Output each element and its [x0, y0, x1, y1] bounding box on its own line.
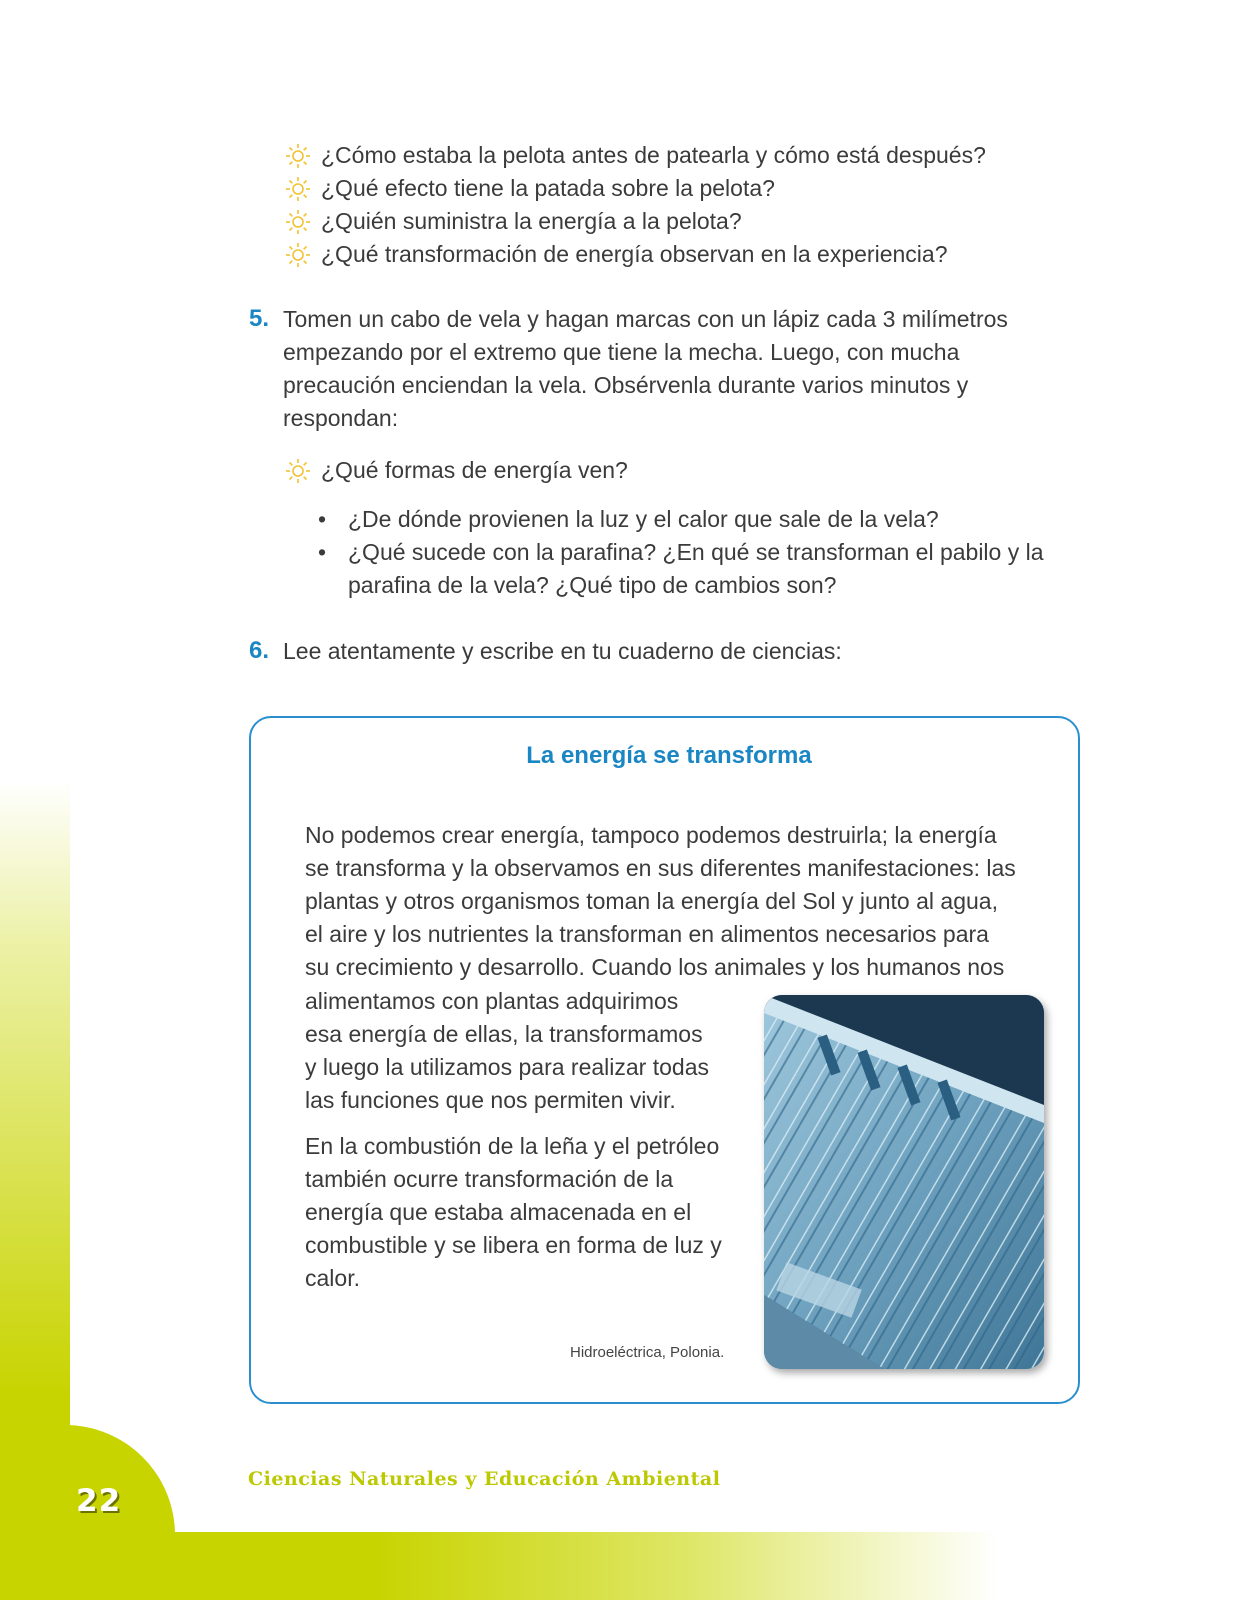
item-5-number: 5.	[249, 305, 270, 332]
item-6-text: Lee atentamente y escribe en tu cuaderno de ciencias:	[283, 638, 842, 664]
text-line: parafina de la vela? ¿Qué tipo de cambios son?	[348, 572, 837, 598]
bottom-decoration	[0, 1532, 1248, 1600]
text-line: En la combustión de la leña y el petróleo	[305, 1133, 720, 1159]
item-5-text	[283, 303, 1083, 435]
text-line: se transforma y la observamos en sus diferentes manifestaciones: las	[305, 855, 1016, 881]
page-number: 22	[76, 1483, 122, 1519]
text-line: empezando por el extremo que tiene la mecha. Luego, con mucha	[283, 339, 960, 365]
bullet-list	[318, 503, 1078, 602]
sun-icon	[285, 242, 311, 268]
bullet-item	[318, 503, 1078, 536]
text-line: respondan:	[283, 405, 399, 431]
text-line: ¿De dónde provienen la luz y el calor que sale de la vela?	[348, 506, 939, 532]
question-text: ¿Cómo estaba la pelota antes de patearla y cómo está después?	[321, 142, 986, 168]
sun-icon	[285, 176, 311, 202]
text-line: precaución enciendan la vela. Obsérvenla durante varios minutos y	[283, 372, 969, 398]
item-6-number: 6.	[249, 637, 270, 664]
text-line: también ocurre transformación de la	[305, 1166, 674, 1192]
box-paragraph-1-continued	[305, 985, 765, 1117]
sun-icon	[285, 143, 311, 169]
photo-caption: Hidroeléctrica, Polonia.	[570, 1344, 725, 1361]
text-line: plantas y otros organismos toman la energía del Sol y junto al agua,	[305, 888, 998, 914]
question-text: ¿Quién suministra la energía a la pelota?	[321, 208, 742, 234]
box-paragraph-2	[305, 1130, 765, 1295]
bullet-icon: •	[318, 539, 327, 565]
text-line: calor.	[305, 1265, 360, 1291]
text-line: el aire y los nutrientes la transforman en alimentos necesarios para	[305, 921, 989, 947]
text-line: energía que estaba almacenada en el	[305, 1199, 692, 1225]
sub-question	[285, 454, 628, 487]
dam-illustration	[764, 995, 1044, 1369]
box-paragraph-1	[305, 819, 1065, 984]
text-line: su crecimiento y desarrollo. Cuando los animales y los humanos nos	[305, 954, 1005, 980]
question-item	[285, 205, 1085, 238]
question-text: ¿Qué formas de energía ven?	[321, 457, 628, 483]
text-line: esa energía de ellas, la transformamos	[305, 1021, 703, 1047]
text-line: y luego la utilizamos para realizar todas	[305, 1054, 709, 1080]
sun-icon	[285, 458, 311, 484]
question-item	[285, 139, 1085, 172]
question-item	[285, 238, 1085, 271]
dam-photo	[764, 995, 1044, 1369]
text-line: Tomen un cabo de vela y hagan marcas con un lápiz cada 3 milímetros	[283, 306, 1008, 332]
question-item	[285, 172, 1085, 205]
text-line: las funciones que nos permiten vivir.	[305, 1087, 676, 1113]
bullet-item	[318, 536, 1078, 602]
question-text: ¿Qué transformación de energía observan en la experiencia?	[321, 241, 948, 267]
text-line: ¿Qué sucede con la parafina? ¿En qué se transforman el pabilo y la	[348, 539, 1044, 565]
sun-icon	[285, 209, 311, 235]
question-list	[285, 139, 1085, 271]
text-line: combustible y se libera en forma de luz y	[305, 1232, 722, 1258]
text-line: alimentamos con plantas adquirimos	[305, 988, 679, 1014]
book-title: Ciencias Naturales y Educación Ambiental	[248, 1468, 721, 1490]
bullet-icon: •	[318, 506, 327, 532]
box-title: La energía se transforma	[526, 742, 812, 769]
text-line: No podemos crear energía, tampoco podemos destruirla; la energía	[305, 822, 997, 848]
question-text: ¿Qué efecto tiene la patada sobre la pelota?	[321, 175, 775, 201]
